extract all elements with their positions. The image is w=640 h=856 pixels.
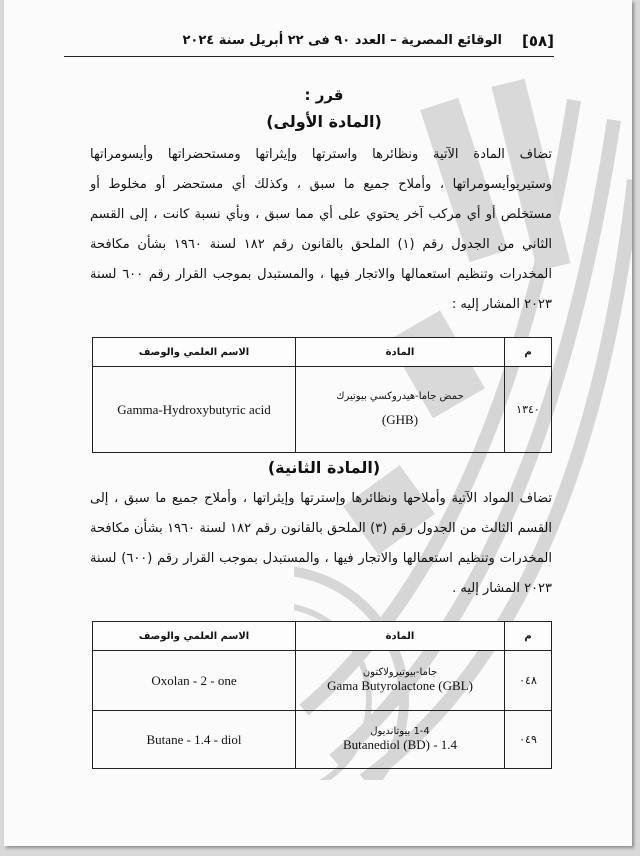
material-english: Gama Butyrolactone (GBL) [327, 678, 473, 693]
document-page [4, 0, 632, 846]
article2-text: تضاف المواد الآتية وأملاحها ونظائرها وإسترتها وإيثراتها ، وأملاح جميع ما سبق ، إلى القسم الثالث من الجدول رقم (٣) الملحق بالقانون رقم ١٨٢ لسنة ١٩٦٠ بشأن مكافحة المخدرات وتنظيم استعمالها والاتجار فيها ، والمستبدل بموجب القرار رقم (٦٠٠) لسنة ٢٠٢٣ المشار إليه . [90, 491, 552, 596]
header-scientific-name: الاسم العلمي والوصف [93, 622, 296, 651]
page-number: [٥٨] [521, 32, 554, 50]
material-arabic: 1-4 بيوتانديول [370, 726, 430, 737]
page-header [64, 30, 554, 57]
table-row [93, 367, 552, 453]
article2-title: (المادة الثانية) [267, 458, 381, 477]
table-row [93, 651, 552, 711]
header-number: م [505, 622, 552, 651]
table-header-row [93, 338, 552, 367]
header-material: المادة [296, 622, 505, 651]
article2-table [92, 621, 552, 769]
row-material [296, 367, 505, 453]
material-english: (GHB) [381, 412, 419, 427]
row-number: ٠٤٨ [505, 651, 552, 711]
row-scientific-name: Oxolan - 2 - one [93, 651, 296, 711]
row-scientific-name: Gamma-Hydroxybutyric acid [93, 367, 296, 453]
row-number: ١٣٤٠ [505, 367, 552, 453]
material-english: 1.4 - Butanediol (BD) [342, 737, 458, 752]
header-scientific-name: الاسم العلمي والوصف [93, 338, 296, 367]
material-arabic: جاما-بيوتيرولاكتون [362, 667, 438, 678]
article1-text: تضاف المادة الآتية ونظائرها واسترتها وإيثراتها ومستحضراتها وأيسومراتها وستيريوأيسومراتها ، وأملاح جميع ما سبق ، وكذلك أي مستحضر أو مخلوط أو مستخلص أو أي مركب آخر يحتوي على أي مما سبق ، وبأي نسبة كانت ، إلى القسم الثاني من الجدول رقم (١) الملحق بالقانون رقم ١٨٢ لسنة ١٩٦٠ بشأن مكافحة المخدرات وتنظيم استعمالها والاتجار فيها ، والمستبدل بموجب القرار رقم ٦٠٠ لسنة ٢٠٢٣ المشار إليه : [90, 147, 553, 312]
row-material [296, 711, 505, 769]
row-number: ٠٤٩ [505, 711, 552, 769]
article1-title: (المادة الأولى) [266, 112, 382, 131]
table-header-row [93, 622, 552, 651]
row-material [296, 651, 505, 711]
decision-title: قرر : [304, 86, 344, 104]
header-material: المادة [296, 338, 505, 367]
material-arabic: حمض جاما-هيدروكسي بيوتيرك [336, 391, 464, 402]
table-row [93, 711, 552, 769]
header-number: م [505, 338, 552, 367]
article1-table [92, 337, 552, 453]
row-scientific-name: Butane - 1.4 - diol [93, 711, 296, 769]
issue-line: الوقائع المصرية – العدد ٩٠ فى ٢٢ أبريل سنة ٢٠٢٤ [182, 33, 502, 48]
